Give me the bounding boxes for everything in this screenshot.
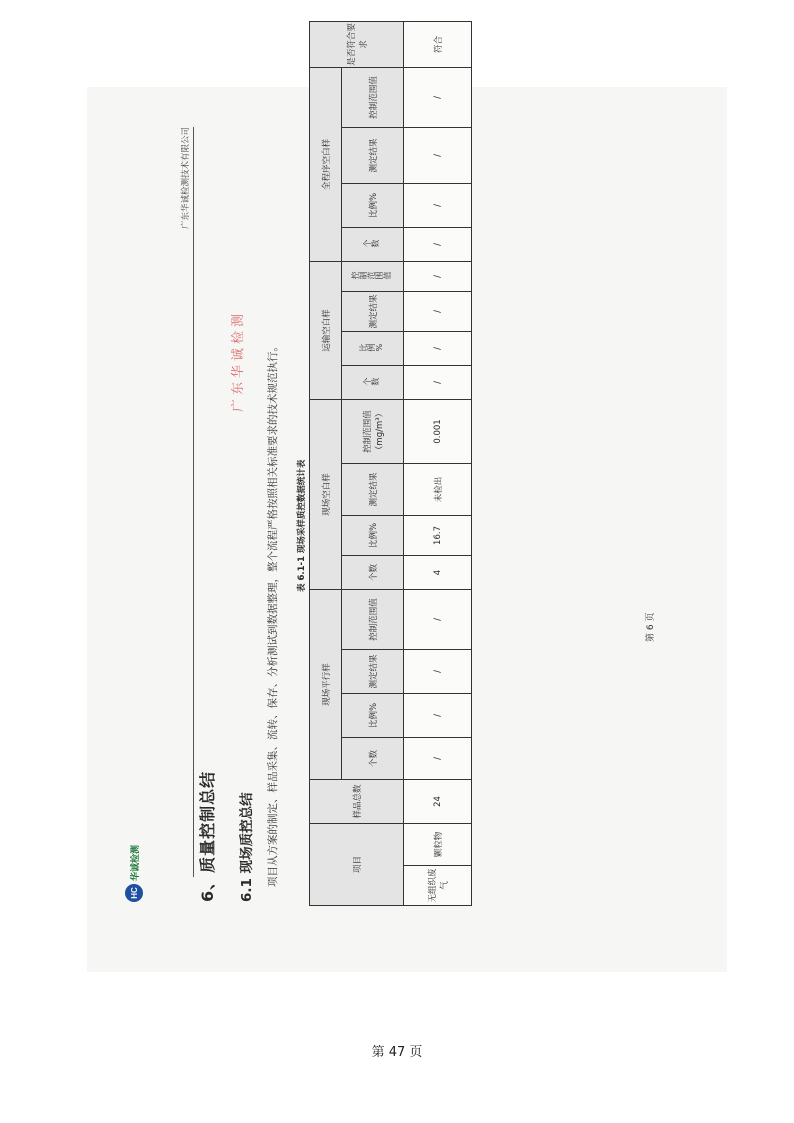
th-field-blank: 现场空白样 [310, 399, 342, 589]
th-g1-result: 测定结果 [342, 649, 404, 693]
section-paragraph: 项目从方案的制定、样品采集、流转、保存、分析测试到数据整理，整个流程严格按照相关标准要求的技术规范执行。 [267, 341, 279, 887]
scanned-page [87, 23, 727, 972]
cell-g1-range: / [404, 589, 472, 649]
th-g3-result: 测定结果 [342, 291, 404, 331]
th-g1-ratio: 比例% [342, 693, 404, 737]
qc-table [309, 21, 472, 906]
th-g4-result: 测定结果 [342, 127, 404, 183]
cell-g3-count: / [404, 365, 472, 399]
cell-g2-ratio: 16.7 [404, 515, 472, 555]
inner-page-number: 第 6 页 [646, 612, 656, 642]
page-footer: 第 47 页 [371, 1045, 423, 1060]
cell-g1-count: / [404, 737, 472, 779]
th-g3-ratio: 比例% [342, 331, 404, 365]
th-field-parallel: 现场平行样 [310, 589, 342, 779]
cell-g1-ratio: / [404, 693, 472, 737]
logo-text: 华诚检测 [130, 844, 141, 881]
section-title: 6、质量控制总结 [198, 770, 217, 902]
th-g3-count: 个数 [342, 365, 404, 399]
company-name: 广东华诚检测技术有限公司 [181, 127, 191, 230]
cell-g2-count: 4 [404, 555, 472, 589]
th-g3-range: 控制范围值 [342, 261, 404, 291]
cell-g2-range: 0.001 [404, 399, 472, 463]
th-total: 样品总数 [310, 779, 404, 823]
th-g1-count: 个数 [342, 737, 404, 779]
cell-g1-result: / [404, 649, 472, 693]
header-rule [193, 127, 194, 877]
th-g4-ratio: 比例% [342, 183, 404, 227]
cell-g4-range: / [404, 67, 472, 127]
th-g2-ratio: 比例% [342, 515, 404, 555]
cell-item: 颗粒物 [404, 823, 472, 865]
th-g4-range: 控制范围值 [342, 67, 404, 127]
cell-category: 无组织废气 [404, 866, 472, 906]
th-g2-count: 个数 [342, 555, 404, 589]
cell-g3-result: / [404, 291, 472, 331]
company-logo [125, 845, 143, 902]
cell-total: 24 [404, 779, 472, 823]
company-stamp: 广东华诚检测 [231, 309, 246, 412]
subsection-title: 6.1 现场质控总结 [239, 792, 255, 902]
cell-g3-ratio: / [404, 331, 472, 365]
rotated-content [87, 23, 727, 972]
th-g1-range: 控制范围值 [342, 589, 404, 649]
table-caption: 表 6.1-1 现场采样质控数据统计表 [297, 459, 307, 592]
cell-pass: 符合 [404, 21, 472, 67]
th-pass: 是否符合要求 [310, 21, 404, 67]
cell-g4-ratio: / [404, 183, 472, 227]
th-full-blank: 全程序空白样 [310, 67, 342, 261]
th-g2-result: 测定结果 [342, 463, 404, 515]
th-g4-count: 个数 [342, 227, 404, 261]
th-project: 项目 [310, 823, 404, 905]
cell-g3-range: / [404, 261, 472, 291]
th-g2-range: 控制范围值（mg/m³） [342, 399, 404, 463]
th-transport-blank: 运输空白样 [310, 261, 342, 399]
cell-g2-result: 未检出 [404, 463, 472, 515]
logo-icon: HC [125, 884, 143, 902]
cell-g4-count: / [404, 227, 472, 261]
cell-g4-result: / [404, 127, 472, 183]
